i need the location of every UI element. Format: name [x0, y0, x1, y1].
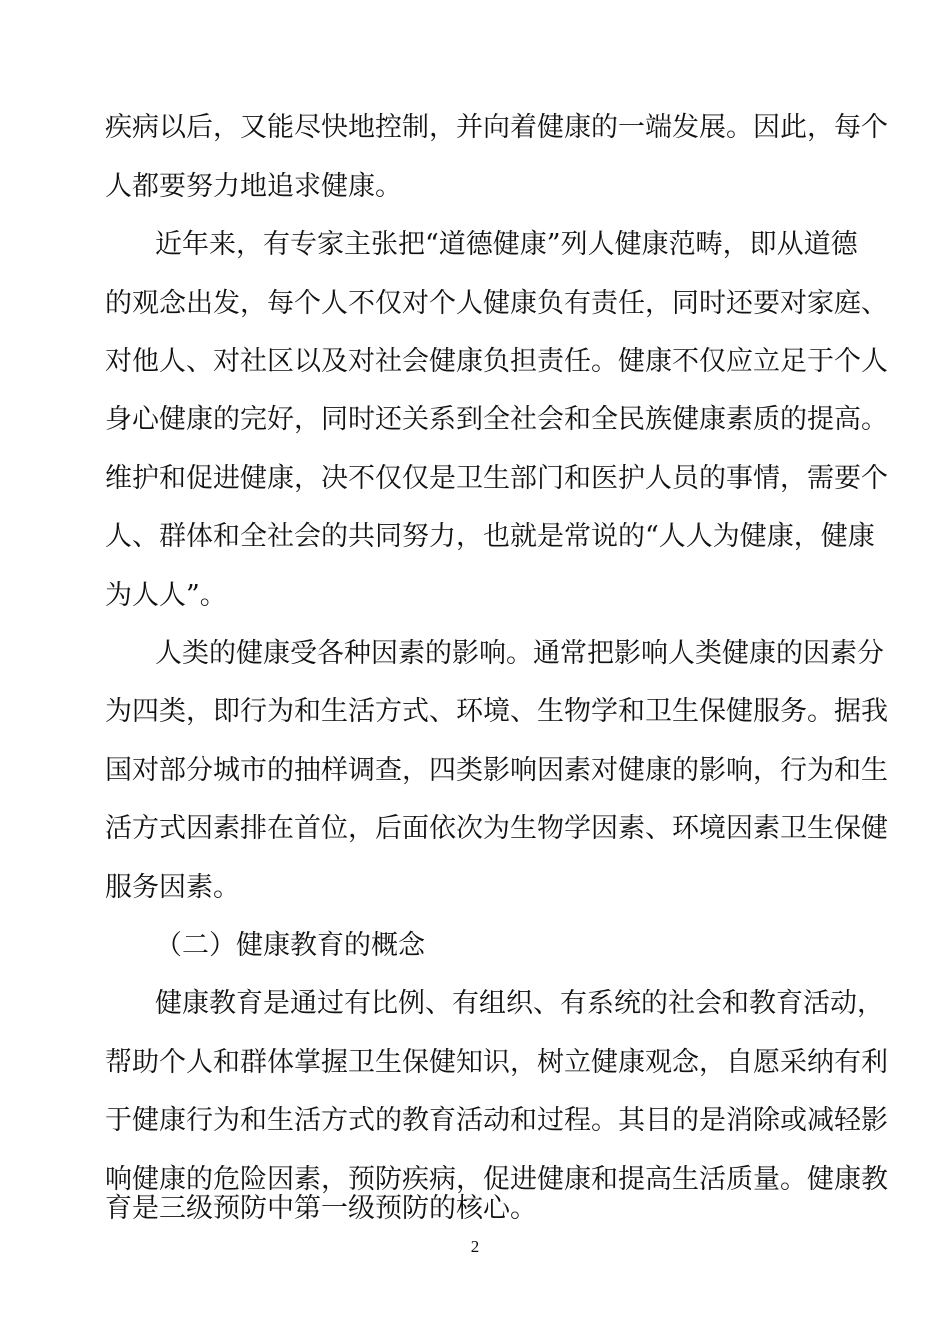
paragraph-line: 活方式因素排在首位，后面依次为生物学因素、环境因素卫生保健	[105, 813, 888, 844]
paragraph-line: 对他人、对社区以及对社会健康负担责任。健康不仅应立足于个人	[105, 346, 888, 377]
paragraph-line: 国对部分城市的抽样调查，四类影响因素对健康的影响，行为和生	[105, 755, 888, 786]
paragraph-line: 人、群体和全社会的共同努力，也就是常说的“人人为健康，健康	[105, 521, 875, 552]
paragraph-line: 为人人”。	[105, 580, 227, 611]
page-number: 2	[470, 1237, 480, 1256]
paragraph-line: 为四类，即行为和生活方式、环境、生物学和卫生保健服务。据我	[105, 696, 888, 727]
paragraph-line: 响健康的危险因素，预防疾病，促进健康和提高生活质量。健康教	[105, 1164, 888, 1195]
paragraph-line: 人都要努力地追求健康。	[105, 171, 402, 202]
section-heading: （二）健康教育的概念	[155, 930, 425, 961]
paragraph-line: 身心健康的完好，同时还关系到全社会和全民族健康素质的提高。	[105, 404, 888, 435]
paragraph-line: 于健康行为和生活方式的教育活动和过程。其目的是消除或减轻影	[105, 1105, 888, 1136]
paragraph-line: 近年来，有专家主张把“道德健康”列人健康范畴，即从道德	[155, 229, 858, 260]
paragraph-line: 育是三级预防中第一级预防的核心。	[105, 1193, 537, 1224]
paragraph-line: 维护和促进健康，决不仅仅是卫生部门和医护人员的事情，需要个	[105, 463, 888, 494]
paragraph-line: 服务因素。	[105, 872, 240, 903]
paragraph-line: 的观念出发，每个人不仅对个人健康负有责任，同时还要对家庭、	[105, 288, 888, 319]
paragraph-line: 人类的健康受各种因素的影响。通常把影响人类健康的因素分	[155, 638, 884, 669]
paragraph-line: 疾病以后，又能尽快地控制，并向着健康的一端发展。因此，每个	[105, 112, 888, 143]
paragraph-line: 帮助个人和群体掌握卫生保健知识，树立健康观念，自愿采纳有利	[105, 1047, 888, 1078]
paragraph-line: 健康教育是通过有比例、有组织、有系统的社会和教育活动，	[155, 988, 884, 1019]
